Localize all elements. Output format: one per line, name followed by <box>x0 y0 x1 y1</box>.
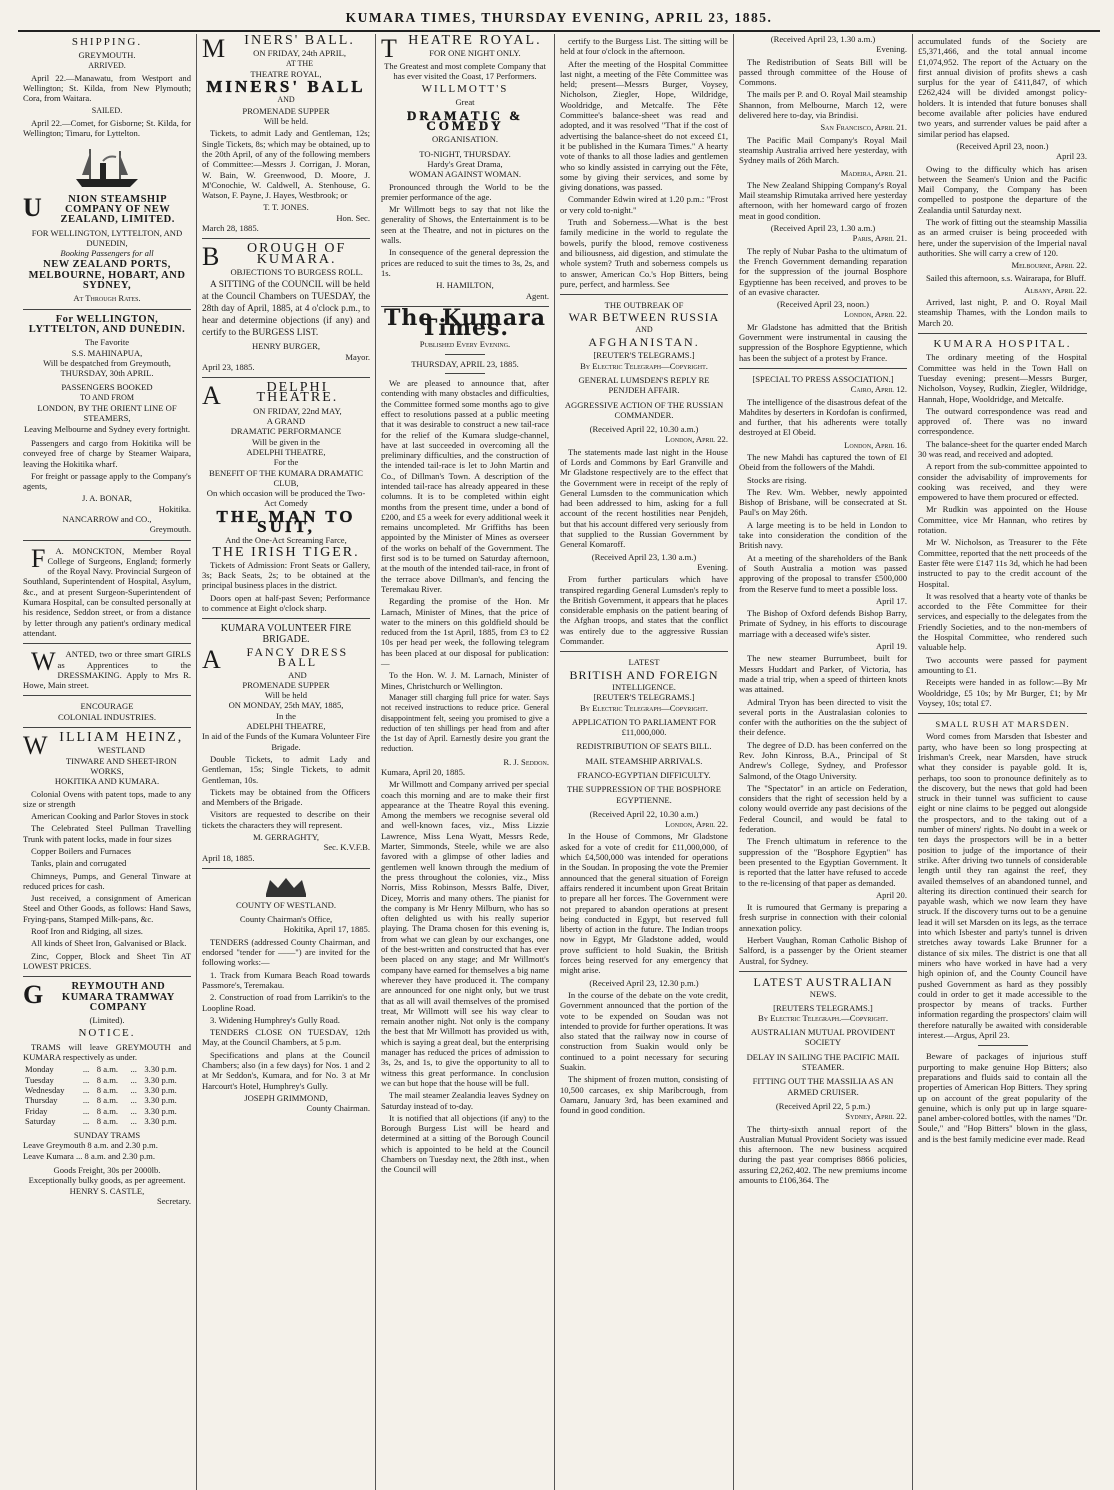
county-item: 3. Widening Humphrey's Gully Road. <box>210 1014 340 1025</box>
borough-heading: B OROUGH OF KUMARA. <box>202 241 347 272</box>
dateline: San Francisco, April 21. <box>820 122 907 133</box>
latest-line: LATEST <box>628 657 660 668</box>
adelphi-play-title: THE MAN TO SUIT, <box>216 506 356 536</box>
column-3 <box>376 34 555 1490</box>
news-para: In the course of the debate on the vote credit, Government announced that the portion of the vote to be expended on Soudan was not intended to provide for further operations. It was also stated that the railway now in course of construction from Suakin would only be continued to a point necessary for securing Suakin. <box>560 989 728 1073</box>
woman-line: WOMAN AGAINST WOMAN. <box>408 169 522 180</box>
dramatic-comedy-title: DRAMATIC & COMEDY <box>406 107 524 134</box>
heinz-item: Tanks, plain and corrugated <box>31 858 127 869</box>
dateline: Cairo, April 12. <box>850 384 907 395</box>
union-line-8: Will be despatched from Greymouth, THURSDAY, 30th APRIL. <box>43 357 171 379</box>
news-para: The "Spectator" in an article on Federation, considers that the right of secession held by a colony would override any past decisions of the Federal Council, and would be fatal to federation. <box>739 782 907 835</box>
county-line-2: Hokitika, April 17, 1885. <box>283 924 370 935</box>
heinz-item: Zinc, Copper, Block and Sheet Tin AT LOWEST PRICES. <box>23 950 191 971</box>
miners-body: Tickets, to admit Lady and Gentleman, 12s; Single Tickets, 8s; which may be obtained, up to the 20th April, of any of the following members of Committee:—Messrs J. Corrigan, J. Moran, W. Bain, W. Greenwood, D. Moore, J. M'Conochie, W. Caldwell, A. Stenhouse, G. Watson, F. Payne, J. Hayes, Westbrook; or <box>202 128 370 201</box>
dateline: April 17. <box>875 595 907 606</box>
column-6 <box>913 34 1092 1490</box>
news-para: Two accounts were passed for payment amounting to £1. <box>918 654 1087 675</box>
news-para: Receipts were handed in as follow:—By Mr Wooldridge, £5 10s; by Mr Burger, £1; by Mr Voysey, 10s; total £7. <box>918 677 1087 708</box>
news-para: certify to the Burgess List. The sitting will be held at four o'clock in the afternoon. <box>560 36 728 57</box>
lumsden-heading: GENERAL LUMSDEN'S REPLY RE PENJDEH AFFAIR. <box>578 374 710 396</box>
miners-line-2: AT THE <box>286 58 314 68</box>
news-para: Mr Rudkin was appointed on the House Committee, vice Mr Hannan, who retires by rotation. <box>918 504 1087 536</box>
received-line: (Received April 22, 5 p.m.) <box>775 1100 871 1111</box>
union-line-12: Leaving Melbourne and Sydney every fortnight. <box>23 423 191 434</box>
heinz-item: The Celebrated Steel Pullman Travelling Trunk with patent locks, made in four sizes <box>23 823 191 844</box>
news-para: From further particulars which have transpired regarding General Lumsden's reply to the British Government, it appears that he places considerable emphasis on the patient bearing of the Afghan troops, and states that the conflict was entirely due to the aggressive Russian Commander. <box>560 574 728 647</box>
divider <box>23 309 191 310</box>
reuter-line: [REUTER'S TELEGRAMS.] <box>593 350 695 361</box>
fancy-signature: M. GERRAGHTY, <box>253 832 319 842</box>
union-line-13: Passengers and cargo from Hokitika will be conveyed free of charge by Steamer Waipara, leaving the Hokitika wharf. <box>23 437 191 469</box>
tramway-heading: G REYMOUTH AND KUMARA TRAMWAY COMPANY <box>23 980 175 1013</box>
fancy-line-5: In the <box>276 710 296 721</box>
encourage-line-1: ENCOURAGE <box>80 701 134 712</box>
news-para: The mails per P. and O. Royal Mail steamship Shannon, from Melbourne, March 12, were delivered here to-day, via Brindisi. <box>739 89 907 121</box>
adelphi-line-1: ON FRIDAY, 22nd MAY, <box>253 405 342 416</box>
table-row: Saturday ... 8 a.m. ... 3.30 p.m. <box>25 1115 177 1126</box>
short-rule <box>445 354 485 355</box>
news-para: The new Mahdi has captured the town of El Obeid from the followers of the Mahdi. <box>739 451 907 473</box>
union-line-2: Booking Passengers for all <box>60 248 154 259</box>
adelphi-farce-title: THE IRISH TIGER. <box>212 544 360 560</box>
union-line-9: PASSENGERS BOOKED <box>61 382 153 393</box>
fancy-body: Double Tickets, to admit Lady and Gentleman, 15s; Single Tickets, to admit Gentleman, 10s. <box>202 753 370 785</box>
theatre-body: Mr Willmott begs to say that not like the generality of Shows, the Entertainment is to be seen at the Theatre, and not in pictures on the walls. <box>381 204 549 246</box>
news-para: The Pacific Mail Company's Royal Mail steamship Australia arrived here yesterday, with Sydney mails of 26th March. <box>739 134 907 166</box>
county-body: TENDERS (addressed County Chairman, and endorsed "tender for ——") are invited for the following works:— <box>202 936 370 968</box>
columns <box>18 34 1100 1490</box>
by-telegraph-line: By Electric Telegraph—Copyright. <box>580 360 708 371</box>
union-line-1: FOR WELLINGTON, LYTTELTON, AND DUNEDIN, <box>31 227 183 248</box>
news-para: Truth and Soberness.—What is the best family medicine in the world to regulate the bowels, purify the blood, remove costiveness and biliousness, aid digestion, and stimulate the whole system? Truth and soberness compels us to answer, American Co.'s Hop Bitters, being pure, perfect, and harmless. See <box>560 217 728 289</box>
dateline: London, April 16. <box>844 439 907 450</box>
by-telegraph-line: By Electric Telegraph.—Copyright. <box>758 1012 888 1023</box>
fancy-signature-title: Sec. K.V.F.B. <box>323 842 370 853</box>
union-line-11: LONDON, BY THE ORIENT LINE OF STEAMERS, <box>37 403 177 424</box>
news-para: The French ultimatum in reference to the suppression of the "Bosphore Egyptien" has been presented to the Egyptian Government. It is reported that the latter have refused to accede to the re-licensing of that paper as demanded. <box>739 836 907 888</box>
adelphi-line-2: A GRAND <box>266 416 306 427</box>
dateline: Madeira, April 21. <box>840 167 907 178</box>
hamilton-title: Agent. <box>525 290 549 301</box>
editorial-para: It is notified that all objections (if any) to the Borough Burgess List will be heard and determined at a sitting of the Borough Council which is appointed to be held at the Council Chambers on Tuesday next, the 28th inst., when the Council will <box>381 1112 549 1175</box>
rush-heading: SMALL RUSH AT MARSDEN. <box>935 719 1070 730</box>
news-para: The balance-sheet for the quarter ended March 30 was read, and received and adopted. <box>918 438 1087 459</box>
heinz-item: Colonial Ovens with patent tops, made to any size or strength <box>23 788 191 809</box>
divider <box>739 971 907 972</box>
reuter-line: [REUTERS TELEGRAMS.] <box>773 1002 873 1013</box>
union-line-17: NANCARROW and CO., <box>62 513 152 524</box>
dateline: London, April 22. <box>665 819 728 830</box>
castle-signature: HENRY S. CASTLE, <box>69 1185 145 1196</box>
column-5 <box>734 34 913 1490</box>
divider <box>202 868 370 869</box>
greymouth-heading: GREYMOUTH. <box>78 50 136 61</box>
miners-line-6: Will be held. <box>263 116 309 127</box>
received-line: (Received April 23, 12.30 p.m.) <box>589 977 699 988</box>
editorial-date: Kumara, April 20, 1885. <box>381 767 466 777</box>
adelphi-line-4: Will be given in the <box>252 436 320 447</box>
dateline: London, April 22. <box>844 309 907 320</box>
massilia-heading: FITTING OUT THE MASSILIA AS AN ARMED CRUISER. <box>752 1076 894 1097</box>
divider <box>23 727 191 728</box>
divider <box>23 695 191 696</box>
union-line-14: For freight or passage apply to the Company's agents, <box>23 470 191 492</box>
miners-line-3: THEATRE ROYAL, <box>250 68 322 79</box>
war-line-1: THE OUTBREAK OF <box>604 300 684 311</box>
received-line: (Received April 23, noon.) <box>956 140 1049 151</box>
editorial-para: We are pleased to announce that, after contending with many obstacles and difficulties, the Committee formed some months ago to give effect to resolutions passed at a public meeting that it was desirable to construct a new tail-race for the relief of the Kumara sludge-channel, have at last succeeded in overcoming all the preliminary difficulties, and the construction of the intended tail-race is let to John Martin and Co., of Dillman's Town. A description of the intended tail-race has already appeared in these columns. It is to be completed within eight months from the present time, under a bond of £200, and £5 a week for every additional week it remains uncompleted. Mr Griffiths has been appointed by the Minister of Mines as overseer of the works on behalf of the Government. The first sod is to be turned on Saturday afternoon, at the mouth of the intended tail-race, in front of the terrace above Dillman's, and fencing the Teremakau River. <box>381 378 549 594</box>
suppression-heading: THE SUPPRESSION OF THE BOSPHORE EGYPTIENNE. <box>566 784 722 805</box>
dateline: Sydney, April 22. <box>845 1111 907 1122</box>
news-para: The ordinary meeting of the Hospital Committee was held in the Town Hall on Tuesday evening; present—Messrs Burger, Nicholson, Voysey, Rudkin, Ziegler, Wildridge, Hannah, Hope, Wooldridge, and Metcalfe. <box>918 352 1087 404</box>
divider <box>202 377 370 378</box>
sailed-text: April 22.—Comet, for Gisborne; St. Kilda, for Wellington; Timaru, for Lyttelton. <box>23 118 191 139</box>
news-para: Mr Gladstone has admitted that the British Government were instrumental in causing the suppression of the Bosphore Egyptienne, which has been the subject of a protest by France. <box>739 321 907 363</box>
fancy-date: April 18, 1885. <box>202 852 255 863</box>
adelphi-body: Tickets of Admission: Front Seats or Gallery, 3s; Back Seats, 2s; to be obtained at the principal business places in the district. <box>202 559 370 591</box>
miners-date: March 28, 1885. <box>202 223 259 234</box>
news-para: In the House of Commons, Mr Gladstone asked for a vote of credit for £11,000,000, of which £4,500,000 was intended for operations in the Soudan. In proposing the vote the Premier announced that the general situation of Foreign affairs rendered it incumbent upon Great Britain to prepare all her forces. The Government were not prepared to abandon operations at present being conducted in Egypt, but reserved full liberty of action in the future. The Indian troops now in Egypt, Mr Gladstone added, would prove sufficient to hold Suakin, the British forces being reserved for any emergency that might arise. <box>560 831 728 976</box>
willmott-name: WILLMOTT'S <box>421 83 509 96</box>
arrived-text: April 22.—Manawatu, from Westport and Wellington; St. Kilda, from New Plymouth; Cora, from Waitara. <box>23 72 191 104</box>
county-line-1: County Chairman's Office, <box>239 914 333 925</box>
fancy-line-7: In aid of the Funds of the Kumara Volunteer Fire Brigade. <box>202 731 370 752</box>
borough-body: A SITTING of the COUNCIL will be held at the Council Chambers on TUESDAY, the 28th day of April, 1885, at 4 o'clock p.m., to hear and determine objections (if any) and certify to the BURGESS LIST. <box>202 280 370 339</box>
news-para: The outward correspondence was read and approved of. There was no inward correspondence. <box>918 405 1087 437</box>
table-row: Thursday ... 8 a.m. ... 3.30 p.m. <box>25 1095 177 1106</box>
adelphi-body-2: Doors open at half-past Seven; Performance to commence at Eight o'clock sharp. <box>202 592 370 614</box>
union-line-16: Hokitika. <box>158 503 191 514</box>
masthead-title: KUMARA TIMES, THURSDAY EVENING, APRIL 23, 1885. <box>345 10 773 25</box>
editorial-para: Mr Willmott and Company arrived per special coach this morning and are to make their first appearance at the Theatre Royal this evening. Among the members we recognise several old and well-known faces, viz., Miss Lizzie Lawrence, Miss Lena Wyatt, Messrs Rede, Marter, Simmonds, Steele, while we are also favored with a glimpse of other ladies and gentlemen well known through the medium of the press throughout the colonies, viz., Miss Norris, Miss Robinson, Messrs Balfe, Diver, Dicey, Morris and many others. The pianist for the company is Mr Henry Milburn, who has so often delighted us with his really superior playing. The Drama chosen for this evening is, from what we can glean by our exchanges, one of the best-written and constructed that has ever been placed on any stage; and Mr Willmott's company have earned for themselves a big name wherever they have produced it. The company are announced for one night only, but we trust that as all will avail themselves of the promised treat, Mr Willmott will see his way clear to remain another night. Not only is the company the best that Mr Willmott has provided us with, which is saying a great deal, but the enterprising manager has reduced the prices of admission to 3s, 2s, and 1s, to give the opportunity to all to witness this great performance. In conclusion we can but hope that the house will be full. <box>381 779 549 1088</box>
editorial-para: Manager still charging full price for water. Says not received instructions to reduce price. General disappointment felt, seeing you promised to give a reduction of ten shillings per head from and after the 1st day of April. Earnestly desire you grant the reduction. <box>381 692 549 754</box>
news-para: The Bishop of Oxford defends Bishop Barry, Primate of Sydney, in his efforts to discourage marriage with a deceased wife's sister. <box>739 608 907 639</box>
divider <box>560 294 728 295</box>
news-para: Stocks are rising. <box>747 474 807 485</box>
news-para: Beware of packages of injurious stuff purporting to make genuine Hop Bitters; also preparations and fluids said to contain all the properties of American Hop Bitters. They spring up on account of the great popularity of the genuine, which is only put up in large square-panel amber-colored bottles, with the names "Dr. Soule," and "Hop Bitters" blown in the glass, and is the best family medicine ever made. Read <box>918 1051 1087 1144</box>
heinz-items <box>23 789 191 972</box>
dateline: Albany, April 22. <box>1024 284 1087 295</box>
news-para: At a meeting of the shareholders of the Bank of South Australia a motion was passed approving of the proposal to transfer £500,000 from the Reserve fund to meet a possible loss. <box>739 552 907 594</box>
county-heading: COUNTY OF WESTLAND. <box>235 899 337 910</box>
sailed-label: SAILED. <box>91 105 123 115</box>
editorial-para: Regarding the promise of the Hon. Mr Larnach, Minister of Mines, that the price of water to the miners on this goldfield should be reduced from the 1st April, 1885, from £3 to £2 10s per head per week, the following telegram has been placed at our disposal for publication:— <box>381 596 549 669</box>
county-close: TENDERS CLOSE ON TUESDAY, 12th May, at the Council Chambers, at 5 p.m. <box>202 1027 370 1048</box>
received-line: (Received April 23, 1.30 a.m.) <box>770 34 876 44</box>
dateline: Paris, April 21. <box>852 233 907 244</box>
heinz-line-1: WESTLAND <box>97 745 145 756</box>
war-line-3: AND <box>635 324 653 334</box>
intelligence-line: INTELLIGENCE. <box>612 681 676 692</box>
adelphi-line-9: And the One-Act Screaming Farce, <box>225 535 347 546</box>
by-telegraph-line: By Electric Telegraph—Copyright. <box>580 702 708 713</box>
column-2 <box>197 34 376 1490</box>
fancy-line-1: AND <box>288 669 307 680</box>
news-para: The Rev. Wm. Webber, newly appointed Bishop of Brisbane, will be consecrated at St. Paul's on May 26th. <box>739 486 907 518</box>
divider <box>23 976 191 977</box>
news-para: A report from the sub-committee appointed to consider the advisability of improvements for cooking was received, and they were empowered to have them procured or effected. <box>918 461 1087 503</box>
news-para: Herbert Vaughan, Roman Catholic Bishop of Salford, is a passenger by the Orient steamer Austral, for Sydney. <box>739 935 907 966</box>
mail-heading: MAIL STEAMSHIP ARRIVALS. <box>585 755 703 766</box>
union-line-6: The Favorite <box>84 337 130 348</box>
hardy-line: Hardy's Great Drama, <box>427 158 503 169</box>
borough-signature: HENRY BURGER, <box>252 341 320 352</box>
divider <box>918 713 1087 714</box>
county-item: 2. Construction of road from Larrikin's to the Loopline Road. <box>202 992 370 1013</box>
tonight-line: TO-NIGHT, THURSDAY. <box>419 148 511 159</box>
wanted-ad: W ANTED, two or three smart GIRLS as Apprentices to the DRESSMAKING. Apply to Mrs R. Howe, Main street. <box>23 647 191 691</box>
county-signature: JOSEPH GRIMMOND, <box>244 1092 328 1103</box>
table-row: Friday ... 8 a.m. ... 3.30 p.m. <box>25 1105 177 1116</box>
dateline: Melbourne, April 22. <box>1011 260 1087 271</box>
fancy-body-2: Tickets may be obtained from the Officers and Members of the Brigade. <box>202 786 370 808</box>
borough-date: April 23, 1885. <box>202 361 255 372</box>
miners-ball-title: MINERS' BALL <box>206 77 366 97</box>
encourage-line-2: COLONIAL INDUSTRIES. <box>57 711 157 722</box>
adelphi-line-7: BENEFIT OF THE KUMARA DRAMATIC CLUB, <box>209 467 363 488</box>
news-para: The statements made last night in the House of Lords and Commons by Earl Granville and Mr Gladstone respectively are to the effect that the Government were in receipt of the reply of General Lumsden to the communication which had been addressed to him, asking for a full account of the recent hostilities near Penjdeh, but that his account differed very seriously from that supplied to the Russian Government by General Komaroff. <box>560 446 728 550</box>
news-para: The thirty-sixth annual report of the Australian Mutual Provident Society was issued this afternoon. The new business acquired during the past year comprises 8866 policies, assuring £2,262,402. The new premiums income amounts to £106,364. The <box>739 1123 907 1185</box>
fancy-line-6: ADELPHI THEATRE, <box>246 721 326 732</box>
news-para: The new steamer Burrumbeet, built for Messrs Huddart and Parker, of Victoria, has made a trial trip, when a speed of thirteen knots was attained. <box>739 653 907 695</box>
sunday-trams-heading: SUNDAY TRAMS <box>73 1130 141 1141</box>
received-line: (Received April 23, noon.) <box>777 299 869 310</box>
news-para: Commander Edwin wired at 1.20 p.m.: "Frost or very cold to-night." <box>560 194 728 215</box>
editorial-signature: R. J. Seddon. <box>503 756 549 767</box>
divider <box>202 618 370 619</box>
county-signature-title: County Chairman. <box>306 1103 370 1114</box>
miners-signature: T. T. JONES. <box>263 202 309 213</box>
table-row: Tuesday ... 8 a.m. ... 3.30 p.m. <box>25 1074 177 1085</box>
news-para: accumulated funds of the Society are £5,371,466, and the total annual income £1,074,952. The report of the Actuary on the first annual division of profits shews a cash surplus for the year of £411,847, of which £262,424 will be divided amongst policy-holders. It is intended that future bonuses shall become available after policies have endured two years, and surrender values be paid after a similar period has elapsed. <box>918 36 1087 139</box>
news-para: Mr W. Nicholson, as Treasurer to the Fête Committee, reported that the nett proceeds of the Easter fête were £147 11s 3d, which he had been instructed to pay to the credit account of the Hospital. <box>918 537 1087 589</box>
received-line: (Received April 23, 1.30 a.m.) <box>770 223 876 234</box>
published-line: Published Every Evening. <box>419 339 511 350</box>
heinz-item: Chimneys, Pumps, and General Tinware at reduced prices for cash. <box>23 870 191 891</box>
hamilton-signature: H. HAMILTON, <box>436 280 494 291</box>
crown-crest-icon <box>256 874 316 898</box>
editorial-dateline: THURSDAY, APRIL 23, 1885. <box>411 358 519 369</box>
dateline: April 19. <box>875 641 907 652</box>
union-line-3: NEW ZEALAND PORTS, MELBOURNE, HOBART, AND SYDNEY, <box>28 259 186 292</box>
fancy-line-3: Will be held <box>264 690 308 701</box>
news-para: The New Zealand Shipping Company's Royal Mail steamship Rimutaka arrived here yesterday afternoon, with her homeward cargo of frozen meat in good condition. <box>739 179 907 221</box>
column-4 <box>555 34 734 1490</box>
tramway-notice: NOTICE. <box>78 1027 136 1040</box>
fancy-line-2: PROMENADE SUPPER <box>242 679 330 690</box>
received-line: (Received April 23, 1.30 a.m.) <box>591 551 697 562</box>
miners-signature-title: Hon. Sec. <box>336 212 370 223</box>
divider <box>23 643 191 644</box>
divider <box>23 540 191 541</box>
fancy-line-4: ON MONDAY, 25th MAY, 1885, <box>228 700 344 711</box>
war-line-2: WAR BETWEEN RUSSIA <box>568 310 720 325</box>
divider <box>202 238 370 239</box>
news-para: It is rumoured that Germany is preparing a fresh surprise in connection with their colonial annexation policy. <box>739 902 907 933</box>
miners-line-4: AND <box>277 95 295 105</box>
tramway-timetable <box>23 1064 191 1126</box>
theatre-royal-heading: THEATRE ROYAL. <box>381 34 542 63</box>
county-item: 1. Track from Kumara Beach Road towards Passmore's, Teremakau. <box>202 969 370 990</box>
news-para: Word comes from Marsden that Isbester and party, who have been so long prospecting at Irishman's Creek, near Marsden, have struck what they consider is payable gold. It is, perhaps, too soon to pronounce definitely as to the discovery, but the news that gold had been struck in their tunnel was sufficient to cause eight or nine claims to be pegged out alongside the prospectors, and to the taking out of a number of miners' rights. No doubt in a week or ten days the prospectors will be in a better position to judge of the importance of their strike. After driving two tunnels of considerable length until they ran against the reef, they availed themselves of an abandoned tunnel, and altering its direction continued their search for payable wash, which we now learn they have struck. If the discovery turns out to be a genuine lead it will set Marsden on its legs, as the terrace into which Isbester and party's tunnel is driven stretches away towards Lake Brunner for a distance of six miles. The district is one that all miners who have worked in have had a very high opinion of, and the County Council have pushed Government as hard as they possibly could in order to get it made accessible to the prospector by means of tracks. Further information regarding the prospectors' claim will therefore naturally be awaited with considerable interest.—Argus, April 23. <box>918 731 1087 1041</box>
aggressive-heading: AGGRESSIVE ACTION OF THE RUSSIAN COMMANDER. <box>564 399 724 420</box>
dateline: Evening. <box>697 561 728 572</box>
adelphi-line-6: For the <box>273 457 299 468</box>
heinz-item: Copper Boilers and Furnaces <box>31 846 131 856</box>
news-para: The reply of Nubar Pasha to the ultimatum of the French Government demanding reparation for the suppression of the journal Bosphore Egyptienne has been received, and proves to be of an evasive character. <box>739 245 907 297</box>
divider <box>560 651 728 652</box>
dateline: London, April 22. <box>665 434 728 445</box>
news-para: The shipment of frozen mutton, consisting of 10,500 carcases, ex ship Maribcrough, from Oamaru, January 3rd, has been examined and found in good condition. <box>560 1074 728 1116</box>
sunday-line-1: Leave Greymouth 8 a.m. and 2.30 p.m. <box>23 1140 158 1151</box>
union-line-10: TO AND FROM <box>79 392 135 402</box>
adelphi-line-3: DRAMATIC PERFORMANCE <box>230 426 342 437</box>
shipping-heading: SHIPPING. <box>71 36 143 48</box>
news-para: Admiral Tryon has been directed to visit the several ports in the Australasian colonies to confer with the authorities on the the subject of their defence. <box>739 696 907 738</box>
war-line-4: AFGHANISTAN. <box>588 335 700 350</box>
application-heading: APPLICATION TO PARLIAMENT FOR £11,000,000. <box>571 716 717 738</box>
miners-line-5: PROMENADE SUPPER <box>242 105 330 116</box>
divider <box>978 1045 1028 1046</box>
table-row: Wednesday ... 8 a.m. ... 3.30 p.m. <box>25 1084 177 1095</box>
pronounced-line: Pronounced through the World to be the premier performance of the age. <box>381 181 549 202</box>
miners-ball-heading: M INERS' BALL. <box>202 34 355 63</box>
adelphi-line-8: On which occasion will be produced the Two-Act Comedy <box>206 488 366 509</box>
union-line-4: At Through Rates. <box>73 293 141 304</box>
news-para: The Redistribution of Seats Bill will be passed through committee of the House of Commons. <box>739 56 907 88</box>
union-line-5: For WELLINGTON, LYTTELTON, AND DUNEDIN. <box>28 313 186 335</box>
heinz-heading: WILLIAM HEINZ, <box>23 730 184 761</box>
union-line-18: Greymouth. <box>149 524 191 535</box>
heinz-item: Roof Iron and Ridging, all sizes. <box>31 926 143 937</box>
heinz-line-3: HOKITIKA AND KUMARA. <box>54 776 160 787</box>
dateline: Evening. <box>876 44 907 55</box>
reuter-line: [REUTER'S TELEGRAMS.] <box>593 692 695 703</box>
castle-title: Secretary. <box>156 1195 191 1206</box>
organisation-line: ORGANISATION. <box>431 134 499 145</box>
news-para: Sailed this afternoon, s.s. Wairarapa, for Bluff. <box>926 272 1087 283</box>
news-para: The intelligence of the disastrous defeat of the Mahdites by deserters in Kordofan is confirmed, and further, that his adherents were totally destroyed at El Obeid. <box>739 396 907 438</box>
dateline: April 20. <box>875 889 907 900</box>
hospital-heading: KUMARA HOSPITAL. <box>933 338 1072 351</box>
dateline: April 23. <box>1055 151 1087 162</box>
special-line: [SPECIAL TO PRESS ASSOCIATION.] <box>752 373 894 384</box>
union-line-7: S.S. MAHINAPUA, <box>71 347 143 358</box>
county-spec: Specifications and plans at the Council Chambers; also (in a few days) for Nos. 1 and 2 at Mr Seddon's, Kumara, and for No. 3 at Mr Harcourt's Hotel, Humphrey's Gully. <box>202 1049 370 1091</box>
heinz-line-2: TINWARE AND SHEET-IRON WORKS, <box>65 755 177 776</box>
kumara-times-logo: The Kumara Times. <box>383 304 547 342</box>
monckton-ad: F A. MONCKTON, Member Royal College of Surgeons, England; formerly of the Royal Navy. Provincial Surgeon of Southland, Superintendent of Hospital, Asylum, &c., and at present Surgeon-Superintendent of Kumara Hospital, can be consulted personally at his residence, Seddon street, or from a distance by letter through any patient's ordinary medical attendant. <box>23 543 191 638</box>
british-foreign-heading: BRITISH AND FOREIGN <box>569 667 719 682</box>
received-line: (Received April 22, 10.30 a.m.) <box>589 424 699 435</box>
editorial-para: The mail steamer Zealandia leaves Sydney on Saturday instead of to-day. <box>381 1090 549 1111</box>
franco-heading: FRANCO-EGYPTIAN DIFFICULTY. <box>577 770 711 780</box>
borough-subheading: OBJECTIONS TO BURGESS ROLL. <box>230 266 363 277</box>
fire-brigade-heading: KUMARA VOLUNTEER FIRE BRIGADE. <box>220 623 352 645</box>
divider <box>739 368 907 369</box>
great-line: Great <box>455 97 475 108</box>
heinz-item: American Cooking and Parlor Stoves in stock <box>31 811 189 822</box>
masthead <box>18 10 1100 32</box>
adelphi-line-5: ADELPHI THEATRE, <box>246 446 326 457</box>
freight-line-2: Exceptionally bulky goods, as per agreement. <box>28 1175 186 1186</box>
sunday-line-2: Leave Kumara ... 8 a.m. and 2.30 p.m. <box>23 1150 155 1161</box>
theatre-body-2: In consequence of the general depression the prices are reduced to suit the times to 3s, 2s, and 1s. <box>381 247 549 278</box>
news-para: A large meeting is to be held in London to take into consideration the condition of the British navy. <box>739 519 907 551</box>
divider <box>918 333 1087 334</box>
union-steamship-heading: U NION STEAMSHIP COMPANY OF NEW ZEALAND, LIMITED. <box>23 192 175 226</box>
amp-heading: AUSTRALIAN MUTUAL PROVIDENT SOCIETY <box>750 1027 896 1048</box>
borough-signature-title: Mayor. <box>345 351 370 362</box>
news-para: The work of fitting out the steamship Massilia as an armed cruiser is being proceeded with here, under the supervision of the Imperial naval authorities. She will carry a crew of 120. <box>918 217 1087 258</box>
news-para: It was resolved that a hearty vote of thanks be accorded to the Fête Committee for their services, and especially to the delegates from the Friendly Societies, and to the non-members of the Hospital Committee, who rendered such valuable help. <box>918 590 1087 653</box>
redistribution-heading: REDISTRIBUTION OF SEATS BILL. <box>576 741 712 752</box>
tramway-intro: TRAMS will leave GREYMOUTH and KUMARA respectively as under. <box>23 1041 191 1063</box>
table-row: Monday ... 8 a.m. ... 3.30 p.m. <box>25 1064 177 1075</box>
miners-line-1: ON FRIDAY, 24th APRIL, <box>253 48 346 59</box>
fancy-dress-heading: A FANCY DRESS BALL <box>202 644 349 674</box>
theatre-line-2: The Greatest and most complete Company that has ever visited the Coast, 17 Performers. <box>384 60 546 81</box>
arrived-label: ARRIVED. <box>88 60 126 70</box>
theatre-line-1: FOR ONE NIGHT ONLY. <box>429 48 521 59</box>
news-line: NEWS. <box>809 989 837 1000</box>
adelphi-heading: A DELPHI THEATRE. <box>202 380 339 411</box>
column-1 <box>18 34 197 1490</box>
steamship-icon <box>72 145 142 189</box>
heinz-item: All kinds of Sheet Iron, Galvanised or Black. <box>31 938 187 949</box>
news-para: Owing to the difficulty which has arisen between the Seamen's Union and the Pacific Mail Company, the Company has been compelled to postpone the departure of the Zealandia until Saturday next. <box>918 163 1087 215</box>
short-rule <box>445 373 485 374</box>
fancy-body-3: Visitors are requested to describe on their tickets the characters they will represent. <box>202 809 370 830</box>
delay-heading: DELAY IN SAILING THE PACIFIC MAIL STEAMER. <box>746 1051 900 1073</box>
editorial-para: To the Hon. W. J. M. Larnach, Minister of Mines, Christchurch or Wellington. <box>381 670 549 691</box>
latest-australian-heading: LATEST AUSTRALIAN <box>753 974 893 989</box>
news-para: The degree of D.D. has been conferred on the Rev. John Kinross, B.A., Principal of St Andrew's College, Sydney, and Professor Salmond, of the Otago University. <box>739 739 907 781</box>
freight-line: Goods Freight, 30s per 2000lb. <box>53 1165 161 1176</box>
union-line-15: J. A. BONAR, <box>82 493 132 504</box>
heinz-item: Just received, a consignment of American Steel and Other Goods, as follows: Hand Saws, Frying-pans, Stamped Milk-pans, &c. <box>23 893 191 924</box>
news-para: After the meeting of the Hospital Committee last night, a meeting of the Fête Committee was held; present—Messrs Burger, Voysey, Nicholson, Ziegler, Hope, Wildridge, Wooldridge, and Metcalfe. The Fête Committee's balance-sheet was read and adopted, and it was resolved "That if the cost of advertising the balance-sheet do not exceed £1, it be published in the Kumara Times." A hearty vote of thanks to all those ladies and gentlemen who so kindly assisted in carrying out the Fête, some by giving their services, and some by giving donations, was passed. <box>560 58 728 193</box>
news-para: Arrived, last night, P. and O. Royal Mail steamship Thames, with the London mails to March 20. <box>918 297 1087 328</box>
received-line: (Received April 22, 10.30 a.m.) <box>589 808 699 819</box>
tramway-limited: (Limited). <box>89 1015 125 1026</box>
